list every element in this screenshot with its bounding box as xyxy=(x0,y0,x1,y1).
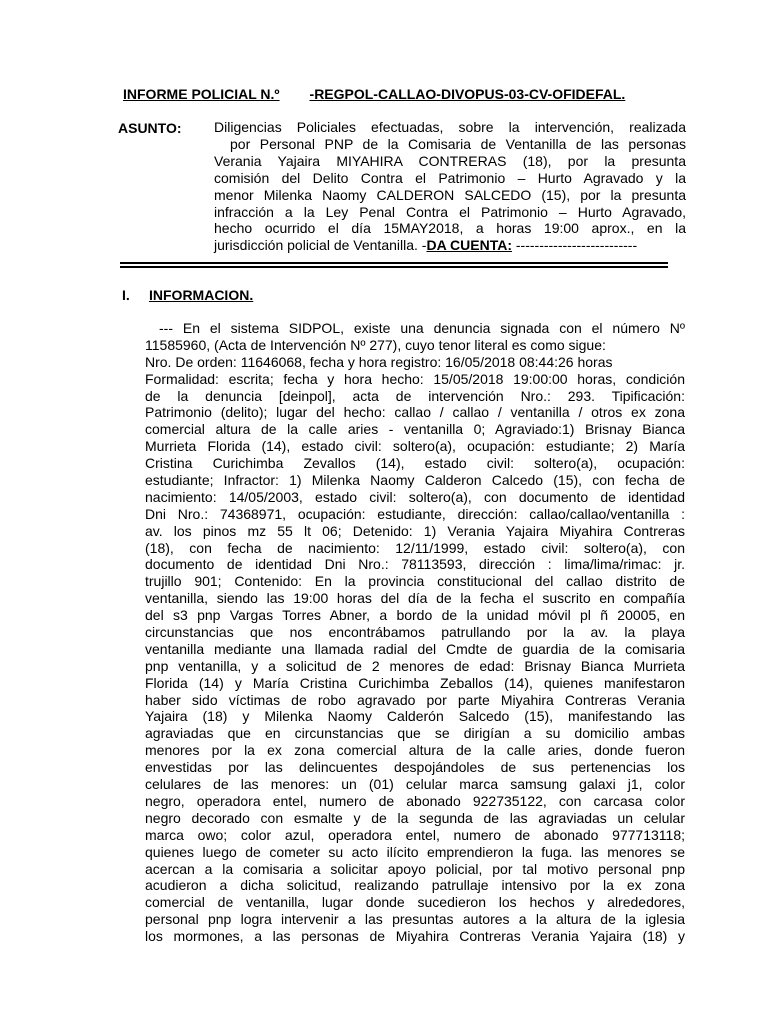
da-cuenta-label: DA CUENTA: xyxy=(426,237,512,254)
body-line: Nro. De orden: 11646068, fecha y hora registro: 16/05/2018 08:44:26 horas xyxy=(145,353,613,370)
body-line: circunstancias que nos encontrábamos patrullando por la av. la playa xyxy=(145,624,685,641)
separator-rule-bottom xyxy=(120,266,668,268)
separator-rule-top xyxy=(120,262,668,264)
body-line: negro, operadora entel, numero de abonado 922735122, con carcasa color xyxy=(145,792,685,809)
body-line: menores por la ex zona comercial altura de la calle aries, donde fueron xyxy=(145,742,685,759)
body-line: Yajaira (18) y Milenka Naomy Calderón Salcedo (15), manifestando las xyxy=(145,708,685,725)
asunto-line: Verania Yajaira MIYAHIRA CONTRERAS (18), por la presunta xyxy=(214,152,686,169)
asunto-last-prefix: jurisdicción policial de Ventanilla. - xyxy=(214,237,427,254)
asunto-line: comisión del Delito Contra el Patrimonio – Hurto Agravado y la xyxy=(214,169,686,186)
body-line: quienes luego de cometer su acto ilícito emprendieron la fuga. las menores se xyxy=(145,843,685,860)
body-line: los mormones, a las personas de Miyahira Contreras Verania Yajaira (18) y xyxy=(145,928,685,945)
body-line: documento de identidad Dni Nro.: 78113593, dirección : lima/lima/rimac: jr. xyxy=(145,556,685,573)
body-line: agraviadas que en circunstancias que se dirigían a su domicilio ambas xyxy=(145,725,685,742)
body-line: (18), con fecha de nacimiento: 12/11/1999, estado civil: soltero(a), con xyxy=(145,539,685,556)
body-line: pnp ventanilla, y a solicitud de 2 menores de edad: Brisnay Bianca Murrieta xyxy=(145,657,685,674)
asunto-last-suffix: -------------------------- xyxy=(512,237,638,254)
body-line: --- En el sistema SIDPOL, existe una denuncia signada con el número Nº xyxy=(159,320,685,336)
asunto-line: hecho ocurrido el día 15MAY2018, a horas 19:00 aprox., en la xyxy=(214,220,686,237)
report-title-unit: -REGPOL-CALLAO-DIVOPUS-03-CV-OFIDEFAL. xyxy=(309,86,626,102)
body-line: ventanilla, siendo las 19:00 horas del día de la fecha el suscrito en compañía xyxy=(145,590,685,607)
section-heading xyxy=(122,287,253,303)
report-title xyxy=(123,86,625,102)
body-line: acercan a la comisaria a solicitar apoyo policial, por tal motivo personal pnp xyxy=(145,860,685,877)
body-line: haber sido víctimas de robo agravado por parte Miyahira Contreras Verania xyxy=(145,691,685,708)
body-line: Dni Nro.: 74368971, ocupación: estudiante, dirección: callao/callao/ventanilla : xyxy=(145,505,685,522)
body-line: Cristina Curichimba Zevallos (14), estado civil: soltero(a), ocupación: xyxy=(145,455,685,472)
section-number: I. xyxy=(122,287,130,303)
body-line: estudiante; Infractor: 1) Milenka Naomy Calderon Calcedo (15), con fecha de xyxy=(145,472,685,489)
body-line: negro decorado con esmalte y de la segunda de las agraviadas un celular xyxy=(145,809,685,826)
body-line: nacimiento: 14/05/2003, estado civil: soltero(a), con documento de identidad xyxy=(145,488,685,505)
body-line: Florida (14) y María Cristina Curichimba Zeballos (14), quienes manifestaron xyxy=(145,674,685,691)
body-line: celulares de las menores: un (01) celular marca samsung galaxi j1, color xyxy=(145,776,685,793)
report-title-number: INFORME POLICIAL N.º xyxy=(123,86,280,102)
body-line: marca owo; color azul, operadora entel, numero de abonado 977713118; xyxy=(145,826,685,843)
body-line: de la denuncia [deinpol], acta de intervención Nro.: 293. Tipificación: xyxy=(145,387,685,404)
body-line: envestidas por las delincuentes despojándoles de sus pertenencias los xyxy=(145,759,685,776)
asunto-text xyxy=(214,119,686,254)
body-line: trujillo 901; Contenido: En la provincia constitucional del callao distrito de xyxy=(145,573,685,590)
asunto-label: ASUNTO: xyxy=(118,120,182,136)
asunto-line: menor Milenka Naomy CALDERON SALCEDO (15), por la presunta xyxy=(214,186,686,203)
body-line: del s3 pnp Vargas Torres Abner, a bordo de la unidad móvil pl ñ 20005, en xyxy=(145,607,685,624)
body-line: personal pnp logra intervenir a las presuntas autores a la altura de la iglesia xyxy=(145,911,685,928)
body-line: acudieron a dicha solicitud, realizando patrullaje intensivo por la ex zona xyxy=(145,877,685,894)
section-title: INFORMACION. xyxy=(149,287,254,303)
asunto-line: Diligencias Policiales efectuadas, sobre la intervención, realizada xyxy=(214,119,686,135)
information-body xyxy=(145,320,685,945)
asunto-last-line xyxy=(214,237,686,254)
body-line: av. los pinos mz 55 lt 06; Detenido: 1) Verania Yajaira Miyahira Contreras xyxy=(145,522,685,539)
asunto-line: infracción a la Ley Penal Contra el Patrimonio – Hurto Agravado, xyxy=(214,203,686,220)
body-line: Patrimonio (delito); lugar del hecho: callao / callao / ventanilla / otros ex zona xyxy=(145,404,685,421)
body-line: comercial altura de la calle aries - ventanilla 0; Agraviado:1) Brisnay Bianca xyxy=(145,421,685,438)
body-line: Murrieta Florida (14), estado civil: soltero(a), ocupación: estudiante; 2) María xyxy=(145,438,685,455)
asunto-line: por Personal PNP de la Comisaria de Ventanilla de las personas xyxy=(230,135,686,152)
body-line: Formalidad: escrita; fecha y hora hecho: 15/05/2018 19:00:00 horas, condición xyxy=(145,370,685,387)
body-line: ventanilla mediante una llamada radial del Cmdte de guardia de la comisaria xyxy=(145,640,685,657)
body-line: 11585960, (Acta de Intervención Nº 277), cuyo tenor literal es como sigue: xyxy=(145,336,606,353)
body-line: comercial de ventanilla, lugar donde sucedieron los hechos y alrededores, xyxy=(145,894,685,911)
